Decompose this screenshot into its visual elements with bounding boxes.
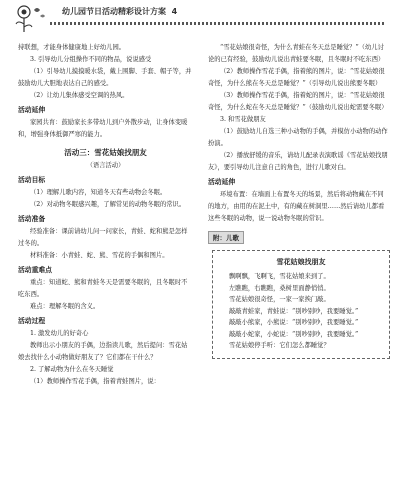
- appendix-tag: 附：儿歌: [208, 231, 244, 244]
- section-heading: 活动延伸: [18, 106, 46, 114]
- paragraph: 经验准备：课前请幼儿问一问家长，青蛙、蛇和熊是怎样过冬的。: [18, 228, 188, 247]
- paragraph: （2）教师操作雪花手偶，指着熊的图片，说：“雪花姑娘很奇怪，为什么熊在冬天总是睡觉？”（引导幼儿说出熊要冬眠）: [208, 68, 385, 87]
- poem-line: 雪花姑娘停手听：它们怎么都睡觉？: [229, 342, 330, 349]
- paragraph: （2）让幼儿集体感受空调的热风。: [30, 92, 129, 99]
- paragraph: 教师出示小朋友的手偶，边指读儿歌，然后提问：雪花姑娘去找什么小动物做好朋友了？它们都在干什么？: [18, 342, 188, 361]
- paragraph: 持联想，才能身体健康地上好幼儿园。: [18, 44, 126, 51]
- section-heading: 活动重难点: [18, 266, 52, 274]
- header-divider: [50, 22, 386, 25]
- poem-line: 雪花姑娘很奇怪，一家一家挨门敲。: [229, 296, 330, 303]
- paragraph: 重点：知道蛇、熊和青蛙冬天是需要冬眠的，且冬眠时不吃东西。: [18, 279, 188, 298]
- paragraph: （2）播放舒缓的音乐，请幼儿配录表演歌谣《雪花姑娘找朋友》，要引导幼儿注意自己的角色，进行儿歌对白。: [208, 152, 388, 171]
- poem-line: 敲敲青蛙家，青蛙说：“别吵别吵，我要睡觉。”: [229, 307, 359, 315]
- paragraph: （1）引导幼儿摸摸暖水袋，戴上围脚、手套、帽子等，并鼓励幼儿大胆地表达自己的感受。: [18, 68, 192, 87]
- section-heading: 活动延伸: [208, 178, 236, 186]
- poem-line: 敲敲小蛇家，小蛇说：“别吵别吵，我要睡觉。”: [229, 330, 359, 338]
- paragraph: （1）理解儿歌内容，知道冬天有些动物会冬眠。: [30, 189, 167, 196]
- poem-line: 敲敲小熊家，小熊说：“别吵别吵，我要睡觉。”: [229, 319, 359, 326]
- activity-subtitle: （语言活动）: [86, 162, 125, 169]
- poem-line: 飘啊飘，飞啊飞，雪花姑娘来到了。: [229, 273, 330, 280]
- header-title: 幼儿园节日活动精彩设计方案 4: [62, 7, 178, 16]
- paragraph: （1）鼓励幼儿自选三种小动物的手偶，并模仿小动物的动作扮演。: [208, 128, 388, 147]
- paragraph: 2. 了解动物为什么在冬天睡觉: [30, 366, 114, 373]
- right-column: [208, 42, 388, 359]
- paragraph: （1）教师操作雪花手偶，指着青蛙图片，说：: [30, 378, 160, 385]
- page-header: [0, 0, 400, 34]
- paragraph: 难点：理解冬眠的含义。: [30, 303, 100, 310]
- paragraph: 家园共育：鼓励家长多带幼儿到户外散步动，让身体变暖和，增强身体抵御严寒的能力。: [18, 119, 188, 138]
- activity-title: 活动三：雪花姑娘找朋友: [64, 148, 147, 157]
- paragraph: （2）对动物冬眠感兴趣，了解常见的动物冬眠的常识。: [30, 201, 186, 208]
- paragraph: 3. 引导幼儿分组操作不同的物品，说说感受: [30, 56, 152, 63]
- paragraph: （3）教师操作雪花手偶，指着蛇的图片，说：“雪花姑娘很奇怪，为什么蛇在冬天总是睡觉？”（鼓励幼儿说出蛇需要冬眠）: [208, 92, 388, 111]
- paragraph: 1. 激发幼儿的好奇心: [30, 330, 89, 337]
- poem-title: 雪花姑娘找朋友: [276, 258, 326, 266]
- paragraph: 3. 和雪花做朋友: [220, 116, 266, 123]
- page-number: 4: [171, 7, 178, 16]
- paragraph: 环境布置：在墙面上布置冬天的场景，然后将动物藏在不同的地方，由用的在泥土中，有的藏在树洞里……然后请幼儿都看这些冬眠的动物，说一说动物冬眠的常识。: [208, 191, 385, 222]
- paragraph: “雪花姑娘很奇怪，为什么青蛙在冬天总是睡觉？”（幼儿讨论的已有经验，鼓励幼儿说出青蛙要冬眠，且冬眠时不吃东西）: [208, 44, 385, 63]
- poem-line: 左瞧瞧，右瞧瞧，桑树里面静悄悄。: [229, 284, 330, 292]
- sunflower-logo-icon: [10, 2, 52, 34]
- paragraph: 材料准备：小青蛙、蛇、熊、雪花的手偶和图片。: [30, 252, 169, 259]
- section-heading: 活动准备: [18, 215, 46, 223]
- section-heading: 活动目标: [18, 176, 46, 184]
- left-column: [18, 42, 193, 388]
- poem-box: [212, 250, 390, 359]
- section-heading: 活动过程: [18, 317, 46, 325]
